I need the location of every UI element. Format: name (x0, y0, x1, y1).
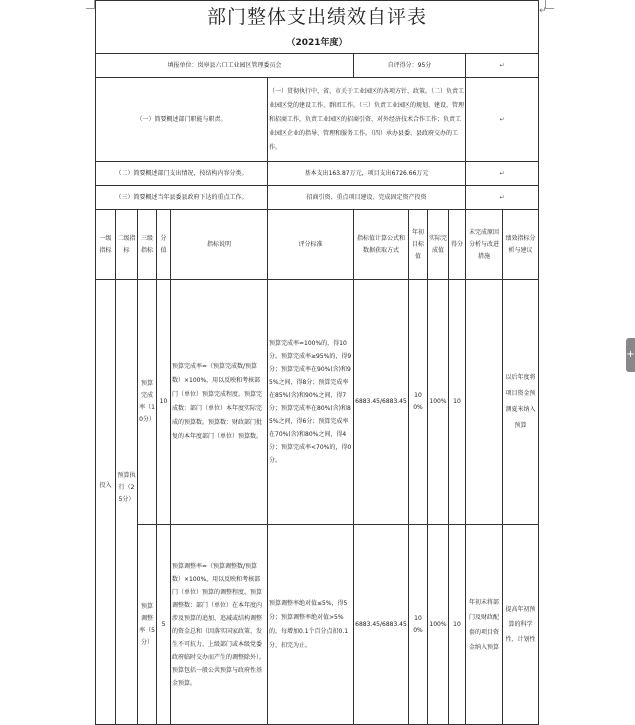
duties-label: （一）简要概述部门职能与职责。 (96, 78, 268, 162)
header-desc: 指标说明 (171, 210, 268, 280)
actual-cell: 100% (428, 280, 449, 525)
self-score: 自评得分：95分 (354, 54, 466, 78)
level3-cell: 预算完成率（10分） (138, 280, 157, 525)
suggestion-cell: 以后年度将项目资金预测夏米纳入预算 (503, 280, 539, 525)
criteria-cell: 预算调整率绝对值≤5%，得5分；预算调整率绝对值>5%的，每增加0.1个百分点扣0.1分，扣完为止。 (268, 525, 354, 725)
duties-text: （一）贯彻执行中、省、市关于工业园区的各项方针、政策。（二）负责工业园区党的建设工作、群团工作。（三）负责工业园区的规划、建设、管理和招商工作，负责工业园区的招商引资、对外经济技术合作工作；负责工业园区企业的指导、管理和服务工作。（四）承办县委、县政府交办的工作。 (268, 78, 466, 162)
weight-cell: 5 (157, 525, 171, 725)
target-cell: 100% (409, 525, 428, 725)
paragraph-mark: ↵ (466, 78, 539, 162)
header-suggestion: 绩效指标分析与建议 (503, 210, 539, 280)
page-title: 部门整体支出绩效自评表 (96, 1, 539, 33)
paragraph-mark: ↵ (466, 54, 539, 78)
suggestion-cell: 提高年初预算的科学性、计划性 (503, 525, 539, 725)
header-formula: 指标值计算公式和数据获取方式 (354, 210, 409, 280)
expand-handle[interactable]: + (626, 338, 635, 372)
header-level2: 二级指标 (116, 210, 138, 280)
spending-label: （二）简要概述部门支出情况，按结构内容分类。 (96, 162, 268, 186)
paragraph-mark: ↵ (466, 162, 539, 186)
header-score: 得分 (449, 210, 466, 280)
header-reason: 未完成原因分析与改进措施 (466, 210, 503, 280)
performance-table (95, 0, 539, 725)
desc-cell: 预算调整率=（预算调整数/预算数）×100%，用以反映和考核部门（单位）预算的调整程度。预算调整数：部门（单位）在本年度内涉及预算的追加、追减或结构调整的资金总和（因落实国家政策、发生不可抗力、上级部门或本级党委政府临时交办而产生的调整除外）。预算包括一般公共预算与政府性基金预算。 (171, 525, 268, 725)
header-level1: 一级指标 (96, 210, 116, 280)
paragraph-mark: ↵ (539, 6, 547, 16)
key-work-label: （三）简要概述当年县委县政府下达的重点工作。 (96, 186, 268, 210)
target-cell: 100% (409, 280, 428, 525)
desc-cell: 预算完成率=（预算完成数/预算数）×100%，用以反映和考核部门（单位）预算完成程度。预算完成数：部门（单位）本年度实际完成的预算数。预算数：财政部门批复的本年度部门（单位）预算数。 (171, 280, 268, 525)
header-actual: 实际完成值 (428, 210, 449, 280)
level2-cell: 预算执行（25分） (116, 280, 138, 725)
reason-cell (466, 280, 503, 525)
header-target: 年初目标值 (409, 210, 428, 280)
actual-cell: 100% (428, 525, 449, 725)
score-cell: 10 (449, 280, 466, 525)
header-level3: 三级指标 (138, 210, 157, 280)
report-year: （2021年度） (96, 33, 539, 54)
level3-cell: 预算调整率（5分） (138, 525, 157, 725)
crop-mark-top-left (86, 0, 95, 9)
paragraph-mark: ↵ (466, 186, 539, 210)
weight-cell: 10 (157, 280, 171, 525)
header-criteria: 评分标准 (268, 210, 354, 280)
formula-cell: 6883.45/6883.45 (354, 280, 409, 525)
spending-text: 基本支出163.87万元，项目支出6726.66万元 (268, 162, 466, 186)
score-cell: 10 (449, 525, 466, 725)
criteria-cell: 预算完成率=100%的，得10分。预算完成率≥95%的，得9分；预算完成率在90%(含)和95%之间，得8分；预算完成率在85%(含)和90%之间，得7分；预算完成率在80%(含)和85%之间，得6分；预算完成率在70%(含)和80%之间，得4分；预算完成率<70%的，得0分。 (268, 280, 354, 525)
key-work-text: 招商引资、重点项目建设、完成固定资产投资 (268, 186, 466, 210)
reporting-unit: 填报单位：岚皋县六口工业园区管理委员会 (96, 54, 354, 78)
header-weight: 分值 (157, 210, 171, 280)
reason-cell: 年初未将部门及财政配套的项目资金纳入预算 (466, 525, 503, 725)
level1-cell: 投入 (96, 280, 116, 725)
formula-cell: 6883.45/6883.45 (354, 525, 409, 725)
